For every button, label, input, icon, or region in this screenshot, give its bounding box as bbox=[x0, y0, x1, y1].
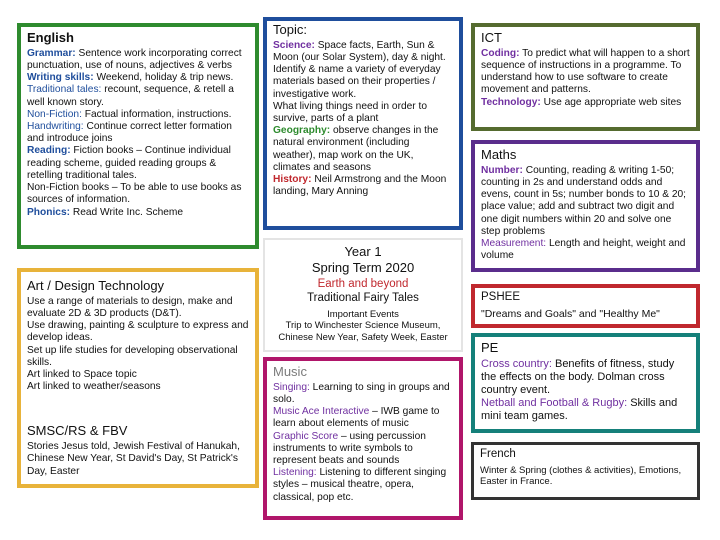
ace-label: Music Ace Interactive bbox=[273, 406, 370, 418]
science-text: Space facts, Earth, Sun & Moon (our Solar System), day & night. bbox=[273, 39, 446, 63]
traditional-label: Traditional tales: bbox=[27, 84, 102, 96]
writing-label: Writing skills: bbox=[27, 72, 94, 84]
coding-label: Coding: bbox=[481, 47, 520, 59]
french-text: Winter & Spring (clothes & activities), Emotions, Easter in France. bbox=[480, 464, 682, 488]
pe-content bbox=[481, 358, 690, 424]
ict-content bbox=[481, 48, 690, 109]
nonfiction-text: Factual information, instructions. bbox=[81, 108, 232, 120]
coding-text: To predict what will happen to a short sequence of instructions in a programme. To understand how to use software to create movement and patterns. bbox=[481, 47, 690, 96]
music-content bbox=[273, 382, 453, 504]
english-content bbox=[27, 48, 249, 219]
ict-box bbox=[471, 23, 700, 131]
maths-box bbox=[471, 140, 700, 272]
history-text: Neil Armstrong and the Moon landing, Mary Anning bbox=[273, 174, 447, 198]
theme-label: Earth and beyond bbox=[317, 278, 409, 291]
nonfiction-books-text: Non-Fiction books – To be able to use books as sources of information. bbox=[27, 182, 242, 206]
science-label: Science: bbox=[273, 39, 315, 51]
art-line: Use drawing, painting & sculpture to express and develop ideas. bbox=[27, 320, 249, 344]
events-text: Trip to Winchester Science Museum, Chinese New Year, Safety Week, Easter bbox=[278, 320, 448, 343]
netball-text: Skills and mini team games. bbox=[481, 397, 678, 423]
listening-label: Listening: bbox=[273, 467, 317, 479]
reading-text: Fiction books – Continue individual reading scheme, guided reading groups & retelling traditional tales. bbox=[27, 145, 231, 181]
listening-text: Listening to different singing styles – musical theatre, opera, classical, pop etc. bbox=[273, 467, 447, 503]
topic-title: Topic: bbox=[273, 22, 307, 37]
singing-text: Learning to sing in groups and solo. bbox=[273, 381, 450, 405]
maths-title: Maths bbox=[481, 147, 517, 162]
phonics-text: Read Write Inc. Scheme bbox=[70, 206, 184, 218]
music-box bbox=[263, 357, 463, 520]
art-line: Art linked to Space topic bbox=[27, 369, 137, 380]
pe-box bbox=[471, 333, 700, 433]
art-line: Art linked to weather/seasons bbox=[27, 381, 161, 393]
art-title: Art / Design Technology bbox=[27, 278, 165, 293]
geography-text: observe changes in the natural environment (including weather), map work on the UK, climates and seasons bbox=[273, 125, 439, 173]
pshee-box bbox=[471, 284, 700, 328]
art-content bbox=[27, 296, 249, 394]
grammar-text: Sentence work incorporating correct punctuation, use of nouns, adjectives & verbs bbox=[27, 47, 242, 71]
handwriting-text: Continue correct letter formation and introduce joins bbox=[27, 121, 232, 145]
graphic-label: Graphic Score bbox=[273, 430, 339, 442]
term-label: Spring Term 2020 bbox=[311, 259, 415, 275]
writing-text: Weekend, holiday & trip news. bbox=[93, 72, 234, 84]
topic-box bbox=[263, 17, 463, 230]
theme2-label: Traditional Fairy Tales bbox=[307, 291, 419, 304]
english-box bbox=[17, 23, 259, 249]
netball-label: Netball and Football & Rugby: bbox=[481, 397, 628, 410]
pshee-text: "Dreams and Goals" and "Healthy Me" bbox=[481, 307, 660, 320]
ict-title: ICT bbox=[481, 30, 502, 45]
handwriting-label: Handwriting: bbox=[27, 121, 84, 132]
art-line: Use a range of materials to design, make and evaluate 2D & 3D products (D&T). bbox=[27, 295, 233, 319]
grammar-label: Grammar: bbox=[27, 47, 76, 59]
measurement-text: Length and height, weight and volume bbox=[481, 238, 686, 262]
pshee-title: PSHEE bbox=[481, 291, 520, 303]
number-text: Counting, reading & writing 1-50; counting in 2s and understand odds and evens, count in 5s; number bonds to 10 & 20; place value; add and subtract two digit and one digit numbers within 20 and solve one step problems bbox=[481, 164, 687, 237]
events-label: Important Events bbox=[327, 308, 399, 320]
art-box bbox=[17, 268, 259, 488]
smsc-text: Stories Jesus told, Jewish Festival of Hanukah, Chinese New Year, St David's Day, St Patrick's Day, Easter bbox=[27, 441, 240, 477]
french-box bbox=[471, 442, 700, 500]
maths-content bbox=[481, 165, 690, 263]
cross-country-text: Benefits of fitness, study the effects on the body. Dolman cross country event. bbox=[481, 357, 675, 396]
number-label: Number: bbox=[481, 164, 523, 176]
reading-label: Reading: bbox=[27, 145, 71, 157]
geography-label: Geography: bbox=[273, 125, 331, 137]
french-title: French bbox=[480, 448, 516, 460]
music-title: Music bbox=[273, 364, 307, 379]
topic-content bbox=[273, 40, 453, 199]
cross-country-label: Cross country: bbox=[481, 357, 552, 370]
technology-label: Technology: bbox=[481, 96, 541, 108]
smsc-title: SMSC/RS & FBV bbox=[27, 423, 128, 439]
technology-text: Use age appropriate web sites bbox=[540, 96, 682, 108]
nonfiction-label: Non-Fiction: bbox=[27, 108, 82, 120]
art-line: Set up life studies for developing observational skills. bbox=[27, 344, 238, 368]
science-line2: Identify & name a variety of everyday materials based on their properties / investigative work. bbox=[273, 64, 441, 100]
science-line3: What living things need in order to survive, parts of a plant bbox=[273, 100, 428, 124]
phonics-label: Phonics: bbox=[27, 206, 71, 218]
year-label: Year 1 bbox=[344, 244, 382, 259]
year-term-box bbox=[263, 238, 463, 352]
graphic-text: – using percussion instruments to write symbols to represent beats and sounds bbox=[273, 430, 426, 466]
english-title: English bbox=[27, 30, 74, 45]
traditional-text: recount, sequence, & retell a well known story. bbox=[27, 84, 234, 108]
measurement-label: Measurement: bbox=[481, 238, 547, 249]
pe-title: PE bbox=[481, 340, 499, 355]
history-label: History: bbox=[273, 174, 312, 186]
ace-text: – IWB game to learn about elements of music bbox=[273, 406, 440, 430]
singing-label: Singing: bbox=[273, 381, 310, 393]
